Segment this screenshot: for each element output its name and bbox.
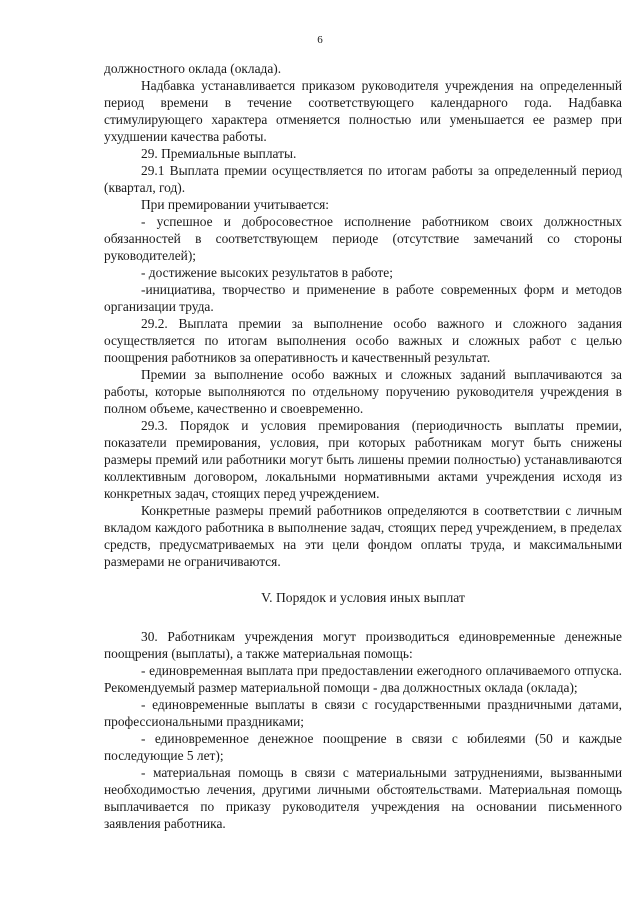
paragraph: Премии за выполнение особо важных и сложных заданий выплачиваются за работы, которые выполняются по отдельному поручению руководителя учреждения в полном объеме, качественно и своевременно. <box>104 367 622 416</box>
paragraph: - единовременная выплата при предоставлении ежегодного оплачиваемого отпуска. Рекомендуемый размер материальной помощи - два должностных оклада (оклада); <box>104 663 622 695</box>
document-body <box>104 60 622 832</box>
paragraph: 29.1 Выплата премии осуществляется по итогам работы за определенный период (квартал, год). <box>104 163 622 195</box>
page-number: 6 <box>317 34 323 46</box>
paragraph: - единовременные выплаты в связи с государственными праздничными датами, профессиональными праздниками; <box>104 697 622 729</box>
paragraph: - единовременное денежное поощрение в связи с юбилеями (50 и каждые последующие 5 лет); <box>104 731 622 763</box>
paragraph: Надбавка устанавливается приказом руководителя учреждения на определенный период времени в течение соответствующего календарного года. Надбавка стимулирующего характера отменяется полностью или уменьшается ее размер при ухудшении качества работы. <box>104 78 622 144</box>
section-five-body <box>104 628 622 832</box>
paragraph: 29.2. Выплата премии за выполнение особо важного и сложного задания осуществляется по итогам выполнения особо важных и сложных работ с целью поощрения работников за оперативность и качественный результат. <box>104 316 622 365</box>
paragraph: должностного оклада (оклада). <box>104 61 282 76</box>
paragraph: - успешное и добросовестное исполнение работником своих должностных обязанностей в соответствующем периоде (отсутствие замечаний со стороны руководителей); <box>104 214 622 263</box>
section-heading: V. Порядок и условия иных выплат <box>261 590 465 605</box>
paragraph: 29.3. Порядок и условия премирования (периодичность выплаты премии, показатели премирования, условия, при которых работникам могут быть снижены размеры премий или работники могут быть лишены премии полностью) устанавливаются коллективным договором, локальными нормативными актами учреждения исходя из конкретных задач, стоящих перед учреждением. <box>104 418 622 501</box>
paragraph: - достижение высоких результатов в работе; <box>141 265 393 280</box>
paragraph: 30. Работникам учреждения могут производиться единовременные денежные поощрения (выплаты), а также материальная помощь: <box>104 629 622 661</box>
paragraph: При премировании учитывается: <box>141 197 329 212</box>
paragraph: 29. Премиальные выплаты. <box>141 146 297 161</box>
section-four-continuation <box>104 60 622 570</box>
paragraph: Конкретные размеры премий работников определяются в соответствии с личным вкладом каждого работника в выполнение задач, стоящих перед учреждением, в пределах средств, предусматриваемых на эти цели фондом оплаты труда, и максимальными размерами не ограничиваются. <box>104 503 622 569</box>
paragraph: - материальная помощь в связи с материальными затруднениями, вызванными необходимостью лечения, другими личными обстоятельствами. Материальная помощь выплачивается по приказу руководителя учреждения на основании письменного заявления работника. <box>104 765 622 831</box>
paragraph: -инициатива, творчество и применение в работе современных форм и методов организации труда. <box>104 282 622 314</box>
